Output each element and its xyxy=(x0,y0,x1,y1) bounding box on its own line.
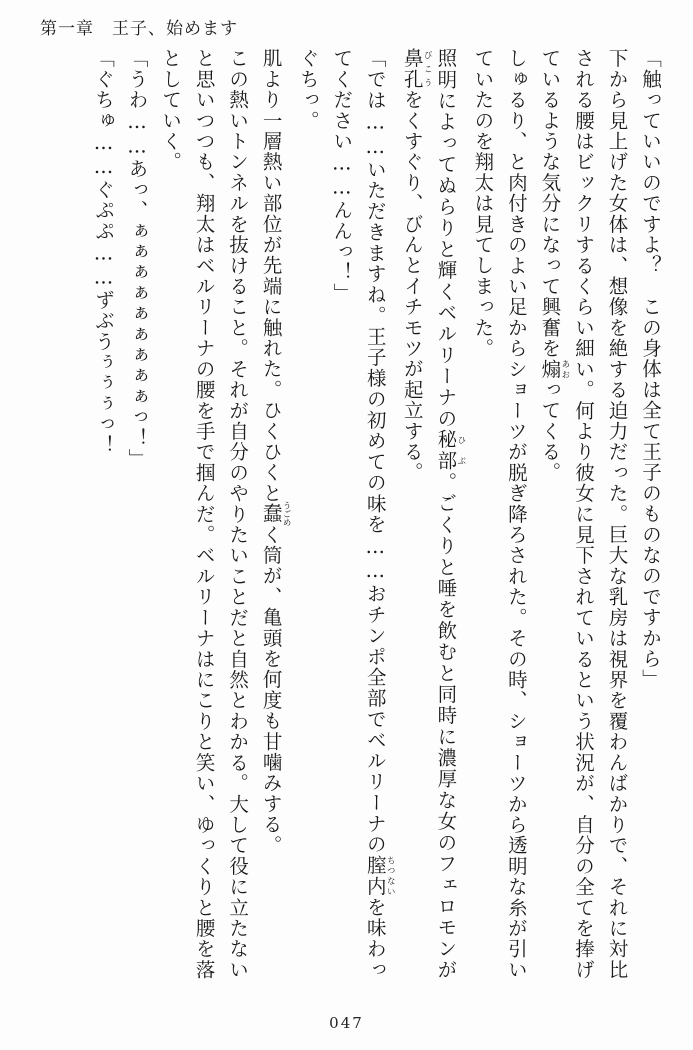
ruby-ugome: 蠢うごめ xyxy=(259,501,292,527)
paragraph: 下から見上げた女体は、想像を絶する迫力だった。巨大な乳房は視界を覆わんばかりで、それに対比される腰はビックリするくらい細い。何より彼女に見下されているという状況が、自分の全てを捧げているような気分になって興奮を煽あおってくる。 xyxy=(538,48,629,980)
page-number: 047 xyxy=(329,1014,364,1032)
paragraph: 「うわ……あっ、ぁぁぁぁぁぁぁぁぁっ！」 xyxy=(125,48,149,469)
chapter-header xyxy=(40,14,238,39)
ruby-hibu: 秘部ひぶ xyxy=(434,429,466,472)
paragraph: 「触っていいのですよ？ この身体は全て王子のものなのですから」 xyxy=(639,48,662,690)
paragraph: 「ぐちゅ……ぐぷぷ……ずぶうぅぅぅっ！ xyxy=(92,48,115,456)
chapter-title: 王子、始めます xyxy=(112,19,238,39)
ruby-chitsunai: 膣内ちつない xyxy=(363,854,396,897)
paragraph: しゅるり、と肉付きのよい足からショーツが脱ぎ降ろされた。その時、ショーツから透明な糸が引いていたのを翔太は見てしまった。 xyxy=(471,48,528,980)
ruby-ao: 煽あお xyxy=(538,358,570,380)
paragraph: 「では……いただきますね。王子様の初めての味を……おチンポ全部でベルリーナの膣内ちつないを味わってください……んんっ！」 xyxy=(330,48,396,980)
paragraph: ぐちっ。 xyxy=(296,48,320,131)
chapter-number: 第一章 xyxy=(40,19,94,39)
paragraph: 肌より一層熱い部位が先端に触れた。ひくひくと蠢うごめく筒が、亀頭を何度も甘噛みする。 xyxy=(259,48,292,856)
paragraph: 照明によってぬらりと輝くベルリーナの秘部ひぶ。ごくりと唾を飲むと同時に濃厚な女のフェロモンが鼻孔びこうをくすぐり、びんとイチモツが起立する。 xyxy=(400,48,466,980)
body-text xyxy=(26,48,667,980)
ruby-bikou: 鼻孔びこう xyxy=(400,48,433,90)
paragraph: この熱いトンネルを抜けること。それが自分のやりたいことだと自然とわかる。大して役に立たないと思いつつも、翔太はベルリーナの腰を手で掴んだ。ベルリーナはにこりと笑い、ゆっくりと腰を落としていく。 xyxy=(159,48,250,980)
